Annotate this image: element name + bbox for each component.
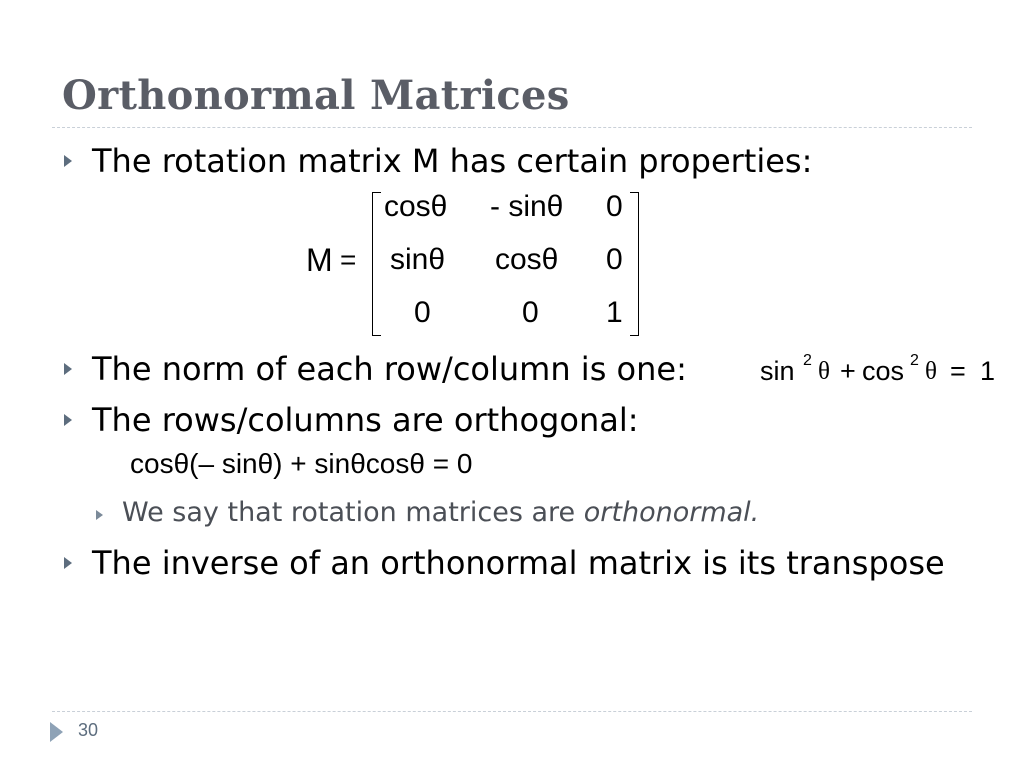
matrix-cell: cosθ <box>384 190 448 223</box>
bullet-orthogonal: The rows/columns are orthogonal: <box>92 401 639 439</box>
footer-divider <box>52 711 972 712</box>
eq-sin: sin <box>760 356 795 386</box>
title-divider <box>52 127 972 128</box>
bullet-arrow-icon <box>64 414 72 426</box>
bullet-norm: The norm of each row/column is one: <box>92 350 687 388</box>
matrix-cell: 1 <box>606 296 623 329</box>
matrix-equals: = <box>340 244 357 275</box>
matrix-cell: 0 <box>606 190 623 223</box>
bullet-arrow-icon <box>64 363 72 375</box>
matrix-cell: 0 <box>414 296 431 329</box>
bullet-arrow-icon <box>64 155 72 167</box>
eq-theta: θ <box>818 358 830 385</box>
eq-rhs: 1 <box>980 356 996 386</box>
eq-plus: + <box>840 356 856 386</box>
footer-arrow-icon <box>50 722 63 742</box>
matrix-cell: cosθ <box>495 243 559 276</box>
eq-equals: = <box>950 356 966 386</box>
matrix-right-bracket <box>630 192 639 336</box>
sub-bullet-orthonormal <box>122 497 759 528</box>
sub-bullet-emphasis: orthonormal. <box>583 497 760 528</box>
sub-bullet-text: We say that rotation matrices are <box>122 497 584 528</box>
sub-bullet-arrow-icon <box>96 510 103 520</box>
ortho-equation: cosθ(– sinθ) + sinθcosθ = 0 <box>130 448 473 479</box>
bullet-arrow-icon <box>64 557 72 569</box>
eq-theta: θ <box>925 358 937 385</box>
matrix-left-bracket <box>372 192 381 336</box>
norm-equation <box>760 354 1022 394</box>
matrix-cell: 0 <box>522 296 539 329</box>
slide-title: Orthonormal Matrices <box>62 72 570 119</box>
eq-exponent: 2 <box>910 352 919 369</box>
rotation-matrix <box>300 188 650 338</box>
bullet-inverse: The inverse of an orthonormal matrix is its transpose <box>92 544 945 582</box>
bullet-rotation-properties: The rotation matrix M has certain properties: <box>92 142 813 180</box>
eq-exponent: 2 <box>803 352 812 369</box>
slide-number: 30 <box>78 720 99 740</box>
matrix-cell: - sinθ <box>490 190 564 223</box>
matrix-cell: sinθ <box>390 243 446 276</box>
matrix-cell: 0 <box>606 243 623 276</box>
eq-cos: cos <box>862 356 905 386</box>
matrix-lhs: M <box>306 242 333 278</box>
